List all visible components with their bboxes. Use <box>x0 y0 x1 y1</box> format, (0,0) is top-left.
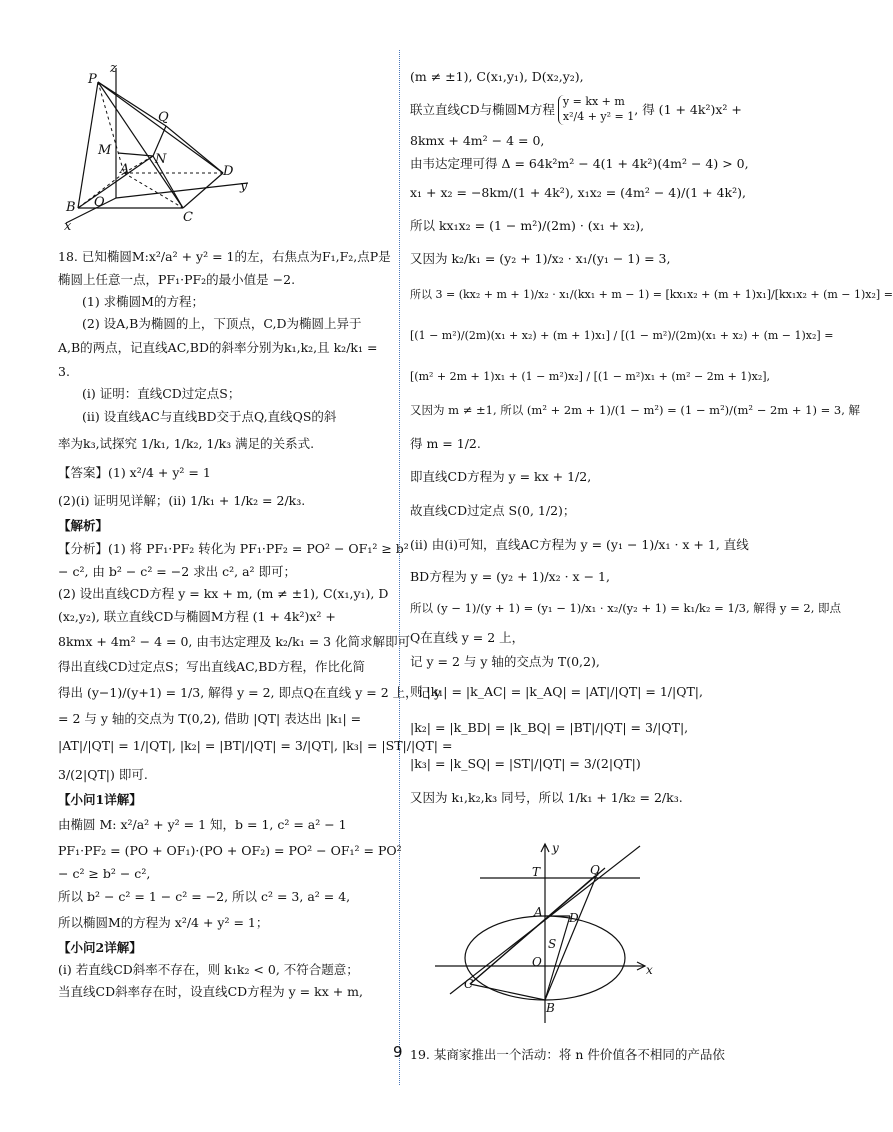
ell-label-T: T <box>532 865 541 879</box>
q18-sub-1: (ⅰ) 证明：直线CD过定点S； <box>82 385 241 401</box>
right-column <box>410 64 893 814</box>
q18-part-2b: A,B的两点，记直线AC,BD的斜率分别为k₁,k₂,且 k₂/k₁ = <box>58 339 378 355</box>
label-M: M <box>98 143 112 158</box>
q18-stem-1: 18. 已知椭圆M:x²/a² + y² = 1的左，右焦点为F₁,F₂,点P是 <box>58 248 391 264</box>
sub1-line-5: 所以椭圆M的方程为 x²/4 + y² = 1； <box>58 914 269 930</box>
right-line-14: 故直线CD过定点 S(0, 1/2)； <box>410 502 576 518</box>
ell-label-Q: Q <box>590 863 600 877</box>
ell-label-C: C <box>464 977 474 991</box>
analysis-line-7: 得出 (y−1)/(y+1) = 1/3, 解得 y = 2, 即点Q在直线 y = 2 上，记 y <box>58 684 442 700</box>
right-line-2-prefix: 联立直线CD与椭圆M方程 <box>410 101 555 117</box>
right-line-13: 即直线CD方程为 y = kx + 1/2, <box>410 468 592 484</box>
answer-line-2: (2)(ⅰ) 证明见详解；(ⅱ) 1/k₁ + 1/k₂ = 2/k₃. <box>58 492 306 508</box>
ell-label-O: O <box>532 955 542 969</box>
right-line-15: (ⅱ) 由(ⅰ)可知，直线AC方程为 y = (y₁ − 1)/x₁ · x + 1, 直线 <box>410 536 749 552</box>
right-line-12: 得 m = 1/2. <box>410 435 481 451</box>
q18-part-2a: (2) 设A,B为椭圆的上，下顶点，C,D为椭圆上异于 <box>82 315 362 331</box>
label-Q: Q <box>158 110 169 125</box>
pyramid-figure <box>58 58 258 238</box>
q19-stem <box>410 1044 748 1066</box>
analysis-line-3: (2) 设出直线CD方程 y = kx + m, (m ≠ ±1), C(x₁,y₁), D <box>58 585 389 601</box>
q19-stem-text: 19. 某商家推出一个活动：将 n 件价值各不相同的产品依 <box>410 1046 725 1062</box>
right-line-4: 由韦达定理可得 Δ = 64k²m² − 4(1 + 4k²)(4m² − 4) > 0, <box>410 155 749 171</box>
system-eq-2: x²/4 + y² = 1 <box>562 110 635 123</box>
analysis-line-8: = 2 与 y 轴的交点为 T(0,2), 借助 |QT| 表达出 |k₁| = <box>58 710 362 726</box>
column-divider <box>399 50 400 1085</box>
ell-label-y: y <box>552 841 559 855</box>
q18-sub-2a: (ⅱ) 设直线AC与直线BD交于点Q,直线QS的斜 <box>82 408 337 424</box>
sub2-title: 【小问2详解】 <box>58 939 142 955</box>
label-B: B <box>66 200 76 215</box>
right-line-9: [(1 − m²)/(2m)(x₁ + x₂) + (m + 1)x₁] / [(1 − m²)/(2m)(x₁ + x₂) + (m − 1)x₂] = <box>410 328 834 342</box>
right-line-21: |k₂| = |k_BD| = |k_BQ| = |BT|/|QT| = 3/|QT|, <box>410 719 689 735</box>
right-line-11: 又因为 m ≠ ±1, 所以 (m² + 2m + 1)/(1 − m²) = (1 − m²)/(m² − 2m + 1) = 3, 解 <box>410 403 861 418</box>
right-line-2-suffix: , 得 (1 + 4k²)x² + <box>634 101 742 117</box>
right-line-20: 则 |k₁| = |k_AC| = |k_AQ| = |AT|/|QT| = 1/|QT|, <box>410 683 703 699</box>
analysis-title: 【解析】 <box>58 517 109 533</box>
system-eq-1: y = kx + m <box>562 95 625 109</box>
right-line-8: 所以 3 = (kx₂ + m + 1)/x₂ · x₁/(kx₁ + m − 1) = [kx₁x₂ + (m + 1)x₁]/[kx₁x₂ + (m − 1)x₂] = <box>410 287 893 301</box>
ell-label-S: S <box>548 937 557 951</box>
sub2-line-1: (ⅰ) 若直线CD斜率不存在，则 k₁k₂ < 0, 不符合题意； <box>58 961 359 977</box>
analysis-line-9: |AT|/|QT| = 1/|QT|, |k₂| = |BT|/|QT| = 3/|QT|, |k₃| = |ST|/|QT| = <box>58 737 453 753</box>
label-O: O <box>94 195 105 210</box>
right-line-23: 又因为 k₁,k₂,k₃ 同号，所以 1/k₁ + 1/k₂ = 2/k₃. <box>410 789 683 805</box>
equation-system <box>555 95 634 125</box>
right-line-7: 又因为 k₂/k₁ = (y₂ + 1)/x₂ · x₁/(y₁ − 1) = 3, <box>410 250 671 266</box>
sub1-title: 【小问1详解】 <box>58 791 142 807</box>
label-x: x <box>64 219 72 234</box>
ellipse-figure <box>430 838 670 1028</box>
ell-label-A: A <box>534 905 543 919</box>
analysis-line-10: 3/(2|QT|) 即可. <box>58 766 148 782</box>
label-N: N <box>155 152 167 167</box>
analysis-line-2: − c², 由 b² − c² = −2 求出 c², a² 即可； <box>58 563 297 579</box>
right-line-5: x₁ + x₂ = −8km/(1 + 4k²), x₁x₂ = (4m² − 4)/(1 + 4k²), <box>410 184 746 200</box>
right-line-3: 8kmx + 4m² − 4 = 0, <box>410 132 545 148</box>
analysis-line-4: (x₂,y₂), 联立直线CD与椭圆M方程 (1 + 4k²)x² + <box>58 608 336 624</box>
analysis-line-5: 8kmx + 4m² − 4 = 0, 由韦达定理及 k₂/k₁ = 3 化简求解即可 <box>58 633 411 649</box>
right-line-17: 所以 (y − 1)/(y + 1) = (y₁ − 1)/x₁ · x₂/(y₂ + 1) = k₁/k₂ = 1/3, 解得 y = 2, 即点 <box>410 601 842 616</box>
ell-label-B: B <box>546 1001 555 1015</box>
sub1-line-3: − c² ≥ b² − c², <box>58 865 151 881</box>
right-line-2 <box>410 90 748 130</box>
analysis-line-6: 得出直线CD过定点S；写出直线AC,BD方程，作比化简 <box>58 658 365 674</box>
label-z: z <box>110 61 117 76</box>
label-C: C <box>183 210 193 225</box>
right-line-10: [(m² + 2m + 1)x₁ + (1 − m²)x₂] / [(1 − m²)x₁ + (m² − 2m + 1)x₂], <box>410 369 771 383</box>
ell-label-D: D <box>569 911 579 925</box>
label-P: P <box>88 72 97 87</box>
answer-line-1: 【答案】(1) x²/4 + y² = 1 <box>58 464 211 480</box>
analysis-line-1: 【分析】(1) 将 PF₁·PF₂ 转化为 PF₁·PF₂ = PO² − OF₁² ≥ b² <box>58 540 409 556</box>
right-line-22: |k₃| = |k_SQ| = |ST|/|QT| = 3/(2|QT|) <box>410 755 641 771</box>
right-line-16: BD方程为 y = (y₂ + 1)/x₂ · x − 1, <box>410 568 610 584</box>
ell-label-x: x <box>646 963 653 977</box>
q18-sub-2b: 率为k₃,试探究 1/k₁, 1/k₂, 1/k₃ 满足的关系式. <box>58 435 315 451</box>
page-number: 9 <box>393 1043 403 1061</box>
sub1-line-1: 由椭圆 M: x²/a² + y² = 1 知，b = 1, c² = a² − 1 <box>58 816 347 832</box>
label-A: A <box>120 162 130 177</box>
sub1-line-4: 所以 b² − c² = 1 − c² = −2, 所以 c² = 3, a² = 4, <box>58 888 351 904</box>
sub1-line-2: PF₁·PF₂ = (PO + OF₁)·(PO + OF₂) = PO² − OF₁² = PO² <box>58 842 402 858</box>
label-y: y <box>240 179 248 194</box>
right-line-19: 记 y = 2 与 y 轴的交点为 T(0,2), <box>410 653 600 669</box>
q18-stem-2: 椭圆上任意一点，PF₁·PF₂的最小值是 −2. <box>58 271 296 287</box>
right-line-1: (m ≠ ±1), C(x₁,y₁), D(x₂,y₂), <box>410 68 584 84</box>
right-line-18: Q在直线 y = 2 上， <box>410 629 525 645</box>
sub2-line-2: 当直线CD斜率存在时，设直线CD方程为 y = kx + m, <box>58 983 363 999</box>
label-D: D <box>223 164 234 179</box>
q18-part-2c: 3. <box>58 363 70 379</box>
right-line-6: 所以 kx₁x₂ = (1 − m²)/(2m) · (x₁ + x₂), <box>410 217 645 233</box>
q18-part-1: (1) 求椭圆M的方程； <box>82 293 204 309</box>
